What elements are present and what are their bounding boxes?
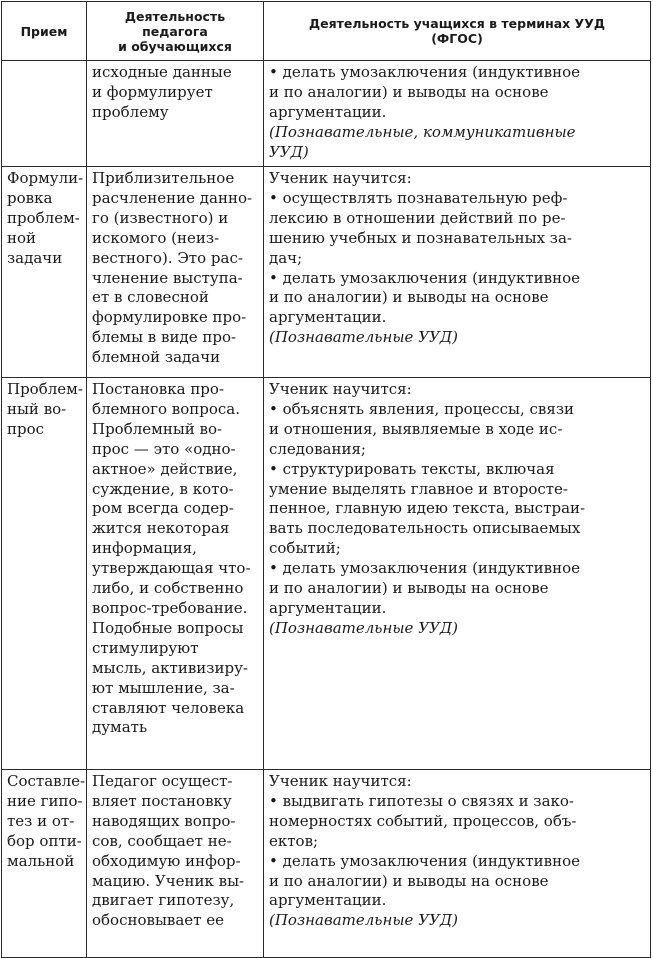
technique-cell [2, 61, 87, 167]
uud-category-note: (Познавательные, коммуникативные [269, 122, 576, 141]
uud-category-note: УУД) [269, 142, 309, 161]
text-line: проблем- [7, 208, 80, 227]
text-line: двигает гипотезу, [92, 891, 235, 910]
teacher-activity-cell [87, 378, 264, 770]
table-row [2, 61, 651, 167]
text-line: мацию. Ученик вы- [92, 871, 245, 890]
text-line: наводящих вопро- [92, 811, 236, 830]
text-line: ной [7, 228, 37, 247]
text-line: либо, и собственно [92, 579, 244, 598]
text-line: дач; [269, 248, 303, 267]
text-line: Ученик научится: [269, 772, 412, 790]
text-line: номерностях событий, процессов, объ- [269, 811, 577, 830]
header-line: и обучающихся [118, 38, 232, 54]
text-line: думать [92, 718, 148, 737]
text-line: следования; [269, 439, 366, 458]
text-line: • осуществлять познавательную реф- [269, 188, 568, 207]
text-line: ровка [7, 188, 53, 207]
student-activity-cell [264, 167, 651, 378]
text-line: событий; [269, 539, 341, 558]
student-activity-cell [264, 770, 651, 958]
text-line: мысль, активизиру- [92, 658, 248, 677]
text-line: ставляют человека [92, 698, 245, 717]
header-teacher-activity [87, 2, 264, 61]
text-line: мальной [7, 851, 75, 870]
text-line: обходимую инфор- [92, 851, 241, 870]
text-line: Проблем- [7, 380, 83, 398]
text-line: ектов; [269, 831, 319, 850]
text-line: сов, сообщает не- [92, 831, 232, 850]
text-line: Педагог осущест- [92, 772, 233, 790]
text-line: искомого (неиз- [92, 228, 220, 247]
text-line: вляет постановку [92, 791, 232, 810]
text-line: задачи [7, 248, 63, 267]
text-line: пенное, главную идею текста, выстраи- [269, 499, 586, 518]
text-line: членение выступа- [92, 268, 243, 287]
uud-table [1, 1, 651, 958]
text-line: и по аналогии) и выводы на основе [269, 579, 549, 598]
text-line: аргументации. [269, 891, 387, 910]
text-line: • делать умозаключения (индуктивное [269, 851, 580, 870]
uud-category-note: (Познавательные УУД) [269, 328, 458, 347]
text-line: • объяснять явления, процессы, связи [269, 399, 575, 418]
student-activity-cell [264, 61, 651, 167]
text-line: • делать умозаключения (индуктивное [269, 559, 580, 578]
header-line: Деятельность учащихся в терминах УУД [309, 16, 605, 31]
teacher-activity-cell [87, 61, 264, 167]
text-line: • выдвигать гипотезы о связях и зако- [269, 791, 575, 810]
text-line: прос [7, 419, 45, 438]
text-line: • делать умозаключения (индуктивное [269, 268, 580, 287]
text-line: обосновывает ее [92, 911, 224, 930]
student-activity-cell [264, 378, 651, 770]
text-line: Проблемный во- [92, 419, 223, 438]
text-line: и отношения, выявляемые в ходе ис- [269, 419, 563, 438]
text-line: тез и от- [7, 811, 75, 830]
text-line: • делать умозаключения (индуктивное [269, 63, 580, 81]
technique-cell [2, 378, 87, 770]
text-line: актное» действие, [92, 459, 238, 478]
text-line: умение выделять главное и второсте- [269, 479, 568, 498]
text-line: и по аналогии) и выводы на основе [269, 288, 549, 307]
text-line: бор опти- [7, 831, 82, 850]
table-row [2, 770, 651, 958]
text-line: Ученик научится: [269, 380, 412, 398]
text-line: ют мышление, за- [92, 678, 235, 697]
text-line: блемной задачи [92, 348, 221, 367]
table-row [2, 167, 651, 378]
text-line: лексию в отношении действий по ре- [269, 208, 566, 227]
technique-cell [2, 770, 87, 958]
text-line: Ученик научится: [269, 169, 412, 187]
header-line: Прием [20, 23, 68, 39]
text-line: шению учебных и познавательных за- [269, 228, 572, 247]
text-line: расчленение данно- [92, 188, 253, 207]
text-line: и формулирует [92, 82, 213, 101]
header-line: (ФГОС) [431, 31, 483, 46]
text-line: вестного). Это рас- [92, 248, 243, 267]
text-line: суждение, в кото- [92, 479, 234, 498]
text-line: ром всегда содер- [92, 499, 234, 518]
uud-category-note: (Познавательные УУД) [269, 911, 458, 930]
header-student-activity [264, 2, 651, 61]
uud-category-note: (Познавательные УУД) [269, 618, 458, 637]
text-line: вать последовательность описываемых [269, 519, 581, 538]
text-line: и по аналогии) и выводы на основе [269, 871, 549, 890]
text-line: и по аналогии) и выводы на основе [269, 82, 549, 101]
text-line: утверждающая что- [92, 559, 251, 578]
text-line: ный во- [7, 399, 67, 418]
text-line: Приблизительное [92, 169, 235, 187]
text-line: стимулируют [92, 638, 199, 657]
text-line: прос — это «одно- [92, 439, 236, 458]
text-line: проблему [92, 102, 169, 121]
text-line: блемного вопроса. [92, 399, 241, 418]
text-line: блемы в виде про- [92, 328, 237, 347]
text-line: ет в словесной [92, 288, 209, 307]
text-line: • структурировать тексты, включая [269, 459, 555, 478]
text-line: Подобные вопросы [92, 618, 244, 637]
text-line: жится некоторая [92, 519, 230, 538]
text-line: аргументации. [269, 308, 387, 327]
text-line: Формули- [7, 169, 84, 187]
text-line: ние гипо- [7, 791, 83, 810]
technique-cell [2, 167, 87, 378]
teacher-activity-cell [87, 770, 264, 958]
text-line: аргументации. [269, 102, 387, 121]
header-line: Деятельность [124, 8, 226, 24]
text-line: аргументации. [269, 598, 387, 617]
text-line: Постановка про- [92, 380, 225, 398]
text-line: исходные данные [92, 63, 232, 81]
text-line: го (известного) и [92, 208, 229, 227]
header-technique [2, 2, 87, 61]
text-line: вопрос-требование. [92, 598, 248, 617]
teacher-activity-cell [87, 167, 264, 378]
text-line: информация, [92, 539, 197, 558]
header-line: педагога [142, 23, 208, 39]
table-header-row [2, 2, 651, 61]
table-row [2, 378, 651, 770]
text-line: Составле- [7, 772, 86, 790]
text-line: формулировке про- [92, 308, 247, 327]
